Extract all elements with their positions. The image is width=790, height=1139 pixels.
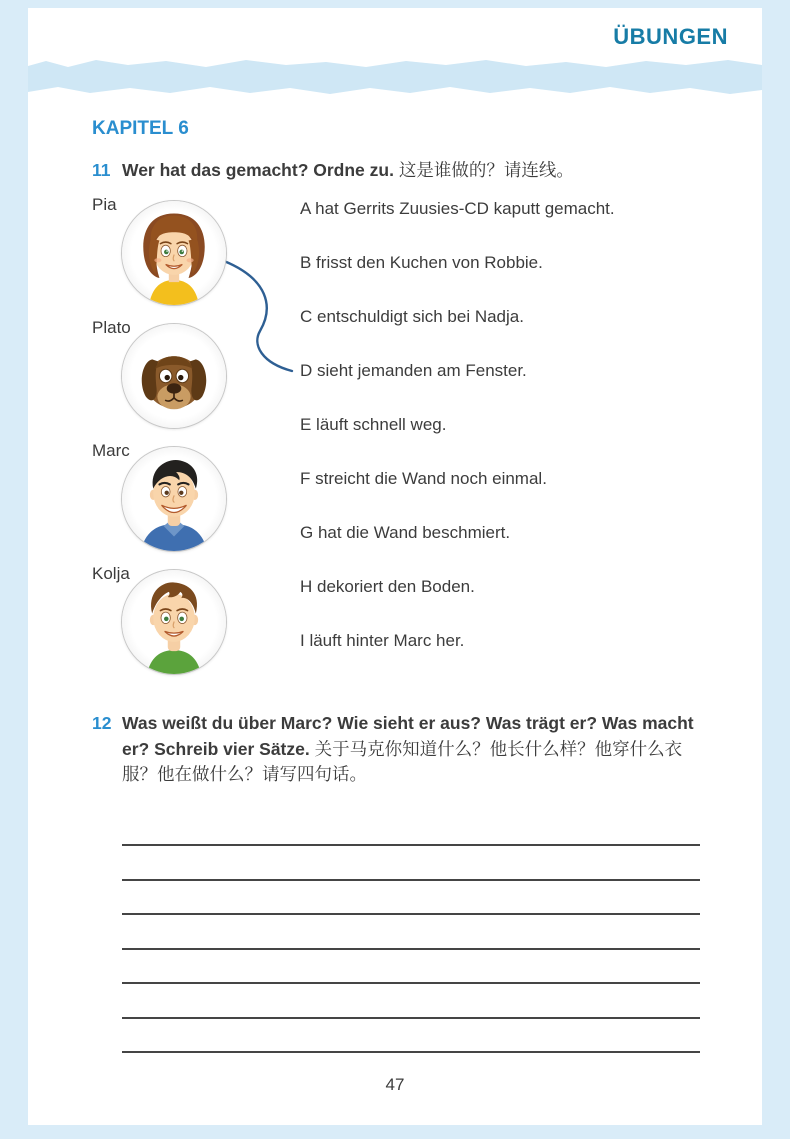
chapter-title: KAPITEL 6: [92, 118, 189, 139]
matching-option-c: C entschuldigt sich bei Nadja.: [300, 307, 524, 327]
matching-option-h: H dekoriert den Boden.: [300, 577, 475, 597]
character-label: Marc: [92, 441, 130, 461]
man-illustration: [122, 447, 226, 551]
exercise-12-title: [122, 711, 714, 787]
page-number: 47: [385, 1075, 405, 1094]
character-label: Kolja: [92, 564, 130, 584]
matching-option-e: E läuft schnell weg.: [300, 415, 447, 435]
boy-illustration: [122, 570, 226, 674]
exercise-11-number: 11: [92, 160, 111, 180]
portrait-pia: [122, 201, 226, 305]
character-label: Pia: [92, 195, 117, 215]
portrait-kolja: [122, 570, 226, 674]
writing-line: [122, 846, 700, 881]
characters-column: [92, 193, 300, 685]
writing-line: [122, 915, 700, 950]
writing-line: [122, 812, 700, 847]
portrait-marc: [122, 447, 226, 551]
exercise-11-title-chinese: 这是谁做的？请连线。: [398, 160, 574, 180]
matching-option-d: D sieht jemanden am Fenster.: [300, 361, 527, 381]
decorative-brush-band: [28, 57, 762, 97]
page-content: [92, 104, 718, 1053]
exercise-11-heading: [92, 158, 718, 183]
exercise-11-title: [122, 158, 574, 183]
girl-illustration: [122, 201, 226, 305]
character-label: Plato: [92, 318, 131, 338]
matching-option-a: A hat Gerrits Zuusies-CD kaputt gemacht.: [300, 199, 615, 219]
writing-line: [122, 1019, 700, 1054]
writing-line: [122, 950, 700, 985]
character-kolja: [92, 562, 300, 685]
options-list: [300, 193, 615, 685]
exercise-11-title-german: Wer hat das gemacht? Ordne zu.: [122, 160, 394, 180]
writing-line: [122, 984, 700, 1019]
portrait-plato: [122, 324, 226, 428]
exercise-12-number: 12: [92, 713, 112, 734]
exercise-12-title-german: Was weißt du über Marc? Wie sieht er aus? Was trägt er? Was macht er? Schreib vier Sätze.: [122, 713, 694, 759]
character-pia: [92, 193, 300, 316]
character-plato: [92, 316, 300, 439]
dog-illustration: [122, 324, 226, 428]
exercise-12-heading: [92, 711, 718, 787]
character-marc: [92, 439, 300, 562]
writing-lines: [122, 812, 700, 1054]
matching-option-f: F streicht die Wand noch einmal.: [300, 469, 547, 489]
matching-exercise: [92, 193, 718, 685]
matching-option-g: G hat die Wand beschmiert.: [300, 523, 511, 543]
exercise-12-title-chinese: 关于马克你知道什么？他长什么样？他穿什么衣服？他在做什么？请写四句话。: [122, 738, 683, 785]
matching-option-i: I läuft hinter Marc her.: [300, 631, 465, 651]
brush-band-shape: [28, 57, 762, 97]
workbook-page: [28, 8, 762, 1125]
section-header: ÜBUNGEN: [613, 24, 728, 49]
writing-line: [122, 881, 700, 916]
matching-option-b: B frisst den Kuchen von Robbie.: [300, 253, 543, 273]
